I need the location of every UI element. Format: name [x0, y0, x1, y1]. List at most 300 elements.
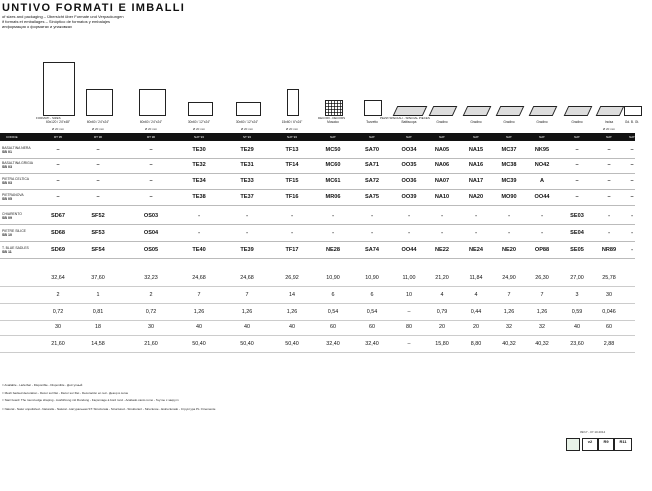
product-code-cell: MO90: [501, 194, 517, 200]
format-shape: [287, 89, 299, 116]
packaging-value: 32,64: [51, 275, 65, 281]
packaging-value: 24,90: [502, 275, 516, 281]
row-label: [2, 246, 29, 254]
table-row: [0, 190, 635, 206]
packaging-value: 1: [96, 292, 100, 298]
product-code-cell: TE39: [240, 247, 254, 253]
column-header-bar: [0, 133, 635, 141]
row-code: SB 09: [2, 216, 12, 220]
packaging-value: 11,84: [469, 275, 483, 281]
format-shape: [364, 100, 382, 116]
format-cell: [313, 44, 353, 124]
product-code-cell: –: [630, 178, 634, 184]
product-code-cell: –: [607, 147, 611, 153]
product-code-cell: –: [630, 162, 634, 168]
packaging-value: 0,046: [602, 309, 616, 315]
packaging-row: [0, 289, 635, 304]
product-code-cell: OS03: [143, 213, 159, 219]
row-name: PIETRANOVA: [2, 193, 24, 197]
column-header: NAT: [629, 135, 635, 139]
product-code-cell: NA20: [468, 194, 484, 200]
product-code-cell: –: [56, 147, 60, 153]
packaging-value: –: [407, 341, 411, 347]
thickness-label: Ø 20 mm: [602, 127, 616, 131]
row-label: [2, 177, 29, 185]
packaging-value: 14: [289, 292, 295, 298]
product-code-cell: -: [441, 230, 443, 236]
group-label-special: PEZZI SPECIALI - SPECIAL PIECES: [380, 116, 430, 120]
column-header: ST 93: [243, 135, 251, 139]
format-cell: [179, 44, 219, 124]
product-code-cell: MC50: [325, 147, 341, 153]
packaging-value: 1,26: [536, 309, 548, 315]
product-code-cell: NA05: [434, 147, 450, 153]
product-code-cell: -: [631, 247, 633, 253]
product-code-cell: NE20: [502, 247, 516, 253]
product-code-cell: -: [508, 213, 510, 219]
packaging-value: 40,32: [502, 341, 516, 347]
row-name: T. BLUE SADLES: [2, 246, 29, 250]
version-label: 09/17 - 07.10.2014: [580, 430, 606, 434]
row-label: [2, 146, 31, 154]
product-code-cell: MC37: [501, 147, 517, 153]
row-name: PIETRA CELTICA: [2, 177, 30, 181]
thickness-label: Ø 20 mm: [144, 127, 158, 131]
page-title: UNTIVO FORMATI E IMBALLI: [2, 2, 186, 14]
packaging-value: 10,90: [365, 275, 379, 281]
packaging-value: 23,60: [570, 341, 584, 347]
row-code: SB 03: [2, 181, 12, 185]
product-code-cell: –: [56, 162, 60, 168]
row-name: PIETRE SILICE: [2, 229, 26, 233]
product-code-cell: TF17: [285, 247, 299, 253]
format-size-label: 60x120 / 24"x48": [45, 120, 71, 124]
format-cell: [227, 44, 267, 124]
packaging-value: 40: [289, 324, 295, 330]
row-label: [2, 161, 33, 169]
eco-logo-icon: [566, 438, 580, 451]
format-illustrations: [0, 44, 640, 124]
product-code-cell: SA71: [365, 162, 379, 168]
product-code-cell: OP88: [534, 247, 550, 253]
product-code-cell: –: [56, 178, 60, 184]
packaging-value: 30: [148, 324, 154, 330]
product-code-cell: –: [575, 194, 579, 200]
table-row: [0, 209, 635, 225]
product-code-cell: SA75: [365, 194, 379, 200]
product-code-cell: –: [96, 162, 100, 168]
product-code-cell: -: [291, 230, 293, 236]
table-row: [0, 143, 635, 159]
packaging-value: 0,81: [92, 309, 104, 315]
packaging-value: 4: [474, 292, 478, 298]
table-row: [0, 243, 635, 259]
product-code-cell: -: [441, 213, 443, 219]
product-code-cell: SE03: [570, 213, 584, 219]
packaging-value: 50,40: [285, 341, 299, 347]
column-header: RT 96: [146, 135, 156, 139]
format-size-label: 30x60 / 12"x24": [187, 120, 211, 124]
packaging-value: 60: [606, 324, 612, 330]
packaging-value: 3: [575, 292, 579, 298]
packaging-value: 20: [439, 324, 445, 330]
packaging-row: [0, 272, 635, 287]
packaging-value: 0,72: [145, 309, 157, 315]
format-cell: [612, 44, 652, 124]
product-code-cell: NA07: [434, 178, 450, 184]
column-header: NAT: [369, 135, 375, 139]
packaging-value: 24,68: [240, 275, 254, 281]
product-code-cell: TE40: [192, 247, 206, 253]
packaging-value: 40,32: [535, 341, 549, 347]
format-size-label: Gradino: [536, 120, 548, 124]
row-label: [2, 212, 22, 220]
packaging-value: 4: [440, 292, 444, 298]
product-code-cell: TE33: [240, 178, 254, 184]
packaging-row: [0, 321, 635, 336]
column-header: NAT: [506, 135, 512, 139]
row-name: BASALTINA GRIGIA: [2, 161, 34, 165]
column-header: NAT 93: [287, 135, 297, 139]
packaging-value: 1,26: [193, 309, 205, 315]
product-code-cell: OO35: [401, 162, 417, 168]
packaging-value: 7: [507, 292, 511, 298]
thickness-label: Ø 20 mm: [91, 127, 105, 131]
packaging-value: 10,90: [326, 275, 340, 281]
product-code-cell: –: [96, 194, 100, 200]
thickness-label: Ø 20 mm: [51, 127, 65, 131]
format-size-label: 60x60 / 24"x24": [139, 120, 163, 124]
format-shape: [529, 106, 558, 116]
packaging-value: 40: [244, 324, 250, 330]
product-code-cell: SF52: [91, 213, 105, 219]
product-code-cell: OO44: [401, 247, 417, 253]
product-code-cell: TF16: [285, 194, 299, 200]
format-size-label: 30x60 / 12"x24": [235, 120, 259, 124]
product-code-cell: -: [332, 230, 334, 236]
packaging-value: 21,20: [435, 275, 449, 281]
format-size-label: Gd. B. Gt.: [624, 120, 640, 124]
product-code-cell: –: [630, 147, 634, 153]
packaging-value: 15,80: [435, 341, 449, 347]
packaging-value: 0,54: [366, 309, 378, 315]
product-code-cell: OO44: [534, 194, 550, 200]
product-code-cell: MC60: [325, 162, 341, 168]
legend-2: = Mesh backed decoration - Décor sul filet - Décor sur filet - Decoración en red - Декор в сетке: [2, 391, 129, 395]
product-code-cell: OO36: [401, 178, 417, 184]
format-shape: [188, 102, 213, 116]
product-code-cell: –: [149, 194, 153, 200]
row-code: SB 11: [2, 250, 12, 254]
product-code-cell: NO42: [534, 162, 550, 168]
format-size-label: Gradino: [436, 120, 448, 124]
format-shape: [236, 102, 261, 116]
product-code-cell: -: [608, 213, 610, 219]
product-code-cell: TE30: [192, 147, 206, 153]
column-header: RT 95: [53, 135, 63, 139]
product-code-cell: TF15: [285, 178, 299, 184]
product-code-cell: -: [198, 213, 200, 219]
packaging-value: 2: [56, 292, 60, 298]
format-cell: [352, 44, 392, 124]
packaging-value: 0,72: [52, 309, 64, 315]
format-size-label: Tozzetto: [366, 120, 378, 124]
product-code-cell: OS05: [143, 247, 159, 253]
packaging-value: 27,00: [570, 275, 584, 281]
product-code-cell: -: [408, 213, 410, 219]
product-code-cell: -: [631, 213, 633, 219]
packaging-value: 7: [540, 292, 544, 298]
row-label: [2, 229, 26, 237]
product-code-cell: -: [291, 213, 293, 219]
packaging-value: 0,54: [327, 309, 339, 315]
subtitle-line-1: of sizes and packaging – Übersicht über Formate und Verpackungen: [2, 14, 124, 19]
format-size-label: Battiscopa: [401, 120, 417, 124]
product-code-cell: SF53: [91, 230, 105, 236]
product-code-cell: TE34: [192, 178, 206, 184]
product-code-cell: –: [149, 147, 153, 153]
packaging-value: 32,23: [144, 275, 158, 281]
product-code-cell: A: [539, 178, 545, 184]
product-code-cell: NK95: [534, 147, 550, 153]
product-code-cell: OO34: [401, 147, 417, 153]
row-code: SB 10: [2, 233, 12, 237]
group-label-formats: FORMATI - SIZES: [36, 116, 61, 120]
row-name: CHIARENTO: [2, 212, 22, 216]
format-size-label: Mosaico: [327, 120, 339, 124]
product-code-cell: –: [607, 194, 611, 200]
column-header: NAT: [330, 135, 336, 139]
packaging-value: 2: [149, 292, 153, 298]
column-header: NAT: [539, 135, 545, 139]
badge-r11: R11: [614, 438, 632, 451]
product-code-cell: SD67: [51, 213, 65, 219]
packaging-value: 14,58: [91, 341, 105, 347]
format-cell: [38, 44, 78, 124]
packaging-value: 11,00: [402, 275, 416, 281]
packaging-value: 24,68: [192, 275, 206, 281]
packaging-value: 21,60: [144, 341, 158, 347]
packaging-value: 7: [245, 292, 249, 298]
packaging-value: 40: [574, 324, 580, 330]
packaging-value: 32,40: [365, 341, 379, 347]
format-shape: [86, 89, 113, 116]
product-code-cell: NA16: [468, 162, 484, 168]
product-code-cell: -: [371, 230, 373, 236]
product-code-cell: SD69: [51, 247, 65, 253]
product-code-cell: –: [575, 162, 579, 168]
format-size-label: Gradino: [503, 120, 515, 124]
packaging-value: 60: [369, 324, 375, 330]
row-label: [2, 193, 24, 201]
product-code-cell: SA72: [365, 178, 379, 184]
format-size-label: Incisa: [604, 120, 614, 124]
product-code-cell: –: [149, 162, 153, 168]
product-code-cell: MC61: [325, 178, 341, 184]
product-code-cell: -: [371, 213, 373, 219]
format-shape: [463, 106, 492, 116]
packaging-row: [0, 338, 635, 353]
product-code-cell: TE31: [240, 162, 254, 168]
product-code-cell: NA10: [434, 194, 450, 200]
product-code-cell: NE28: [326, 247, 340, 253]
packaging-value: –: [407, 309, 411, 315]
packaging-row: [0, 306, 635, 321]
product-code-cell: –: [630, 194, 634, 200]
product-code-cell: SA70: [365, 147, 379, 153]
product-code-cell: -: [508, 230, 510, 236]
product-code-cell: TE29: [240, 147, 254, 153]
product-code-cell: -: [475, 213, 477, 219]
product-code-cell: SF54: [91, 247, 105, 253]
packaging-value: 50,40: [192, 341, 206, 347]
format-size-label: 15x60 / 6"x24": [281, 120, 303, 124]
table-row: [0, 226, 635, 242]
table-row: [0, 158, 635, 174]
product-code-cell: –: [575, 147, 579, 153]
packaging-value: 0,59: [571, 309, 583, 315]
packaging-value: 7: [197, 292, 201, 298]
product-code-cell: TF14: [285, 162, 299, 168]
row-name: BASALTINA NERA: [2, 146, 31, 150]
packaging-value: 20: [473, 324, 479, 330]
thickness-label: Ø 20 mm: [192, 127, 206, 131]
product-code-cell: –: [607, 162, 611, 168]
product-code-cell: NR89: [601, 247, 617, 253]
product-code-cell: –: [96, 178, 100, 184]
column-header: RT 96: [93, 135, 103, 139]
packaging-value: 10: [406, 292, 412, 298]
format-shape: [429, 106, 458, 116]
subtitle-line-2: if formats et emballages – Sinóptico de formatos y embalajes: [2, 19, 111, 25]
packaging-value: 60: [330, 324, 336, 330]
column-header: NAT: [406, 135, 412, 139]
column-header: NAT: [473, 135, 479, 139]
packaging-value: 37,60: [91, 275, 105, 281]
product-code-cell: TE38: [192, 194, 206, 200]
packaging-value: 0,44: [470, 309, 482, 315]
thickness-label: Ø 20 mm: [240, 127, 254, 131]
column-header: NAT 93: [194, 135, 204, 139]
format-shape: [496, 106, 525, 116]
product-code-cell: –: [607, 178, 611, 184]
legend-1: = Available - Lieferbar - Disponible - Disponible - Доступный: [2, 383, 83, 387]
group-label-decors: DECORI - DECORS: [318, 116, 346, 120]
product-code-cell: -: [541, 213, 543, 219]
product-code-cell: -: [408, 230, 410, 236]
product-code-cell: MR06: [325, 194, 341, 200]
product-code-cell: NA06: [434, 162, 450, 168]
product-code-cell: SD68: [51, 230, 65, 236]
format-cell: [131, 44, 171, 124]
product-code-cell: NA17: [468, 178, 484, 184]
product-code-cell: OO39: [401, 194, 417, 200]
packaging-value: 30: [606, 292, 612, 298]
packaging-value: 1,26: [503, 309, 515, 315]
format-shape: [624, 106, 642, 116]
packaging-value: 6: [331, 292, 335, 298]
product-code-cell: NE22: [435, 247, 449, 253]
legend-4: = Natural - Natur unpolished - Naturelle - Natural - Натуральная ST: Structurata - Structured - Strukturiert - Structurée - Estructurado - Структура PL: Finemente: [2, 407, 216, 411]
packaging-value: 40: [196, 324, 202, 330]
product-code-cell: TF13: [285, 147, 299, 153]
format-size-label: Gradino: [470, 120, 482, 124]
packaging-value: 2,88: [603, 341, 615, 347]
product-code-cell: SA74: [365, 247, 379, 253]
format-size-label: Gradino: [571, 120, 583, 124]
format-size-label: 60x60 / 24"x24": [86, 120, 110, 124]
column-header: NAT: [574, 135, 580, 139]
product-code-cell: –: [575, 178, 579, 184]
product-code-cell: TE32: [192, 162, 206, 168]
packaging-value: 50,40: [240, 341, 254, 347]
format-shape: [43, 62, 75, 116]
packaging-value: 1,26: [286, 309, 298, 315]
product-code-cell: –: [149, 178, 153, 184]
row-code: SB 03: [2, 165, 12, 169]
product-code-cell: MC39: [501, 178, 517, 184]
packaging-value: 25,78: [602, 275, 616, 281]
packaging-value: 8,80: [470, 341, 482, 347]
product-code-cell: -: [631, 230, 633, 236]
packaging-value: 0,79: [436, 309, 448, 315]
column-header: NAT: [439, 135, 445, 139]
packaging-value: 80: [406, 324, 412, 330]
packaging-value: 26,92: [285, 275, 299, 281]
packaging-value: 21,60: [51, 341, 65, 347]
product-code-cell: TE37: [240, 194, 254, 200]
badge-r9: R9: [598, 438, 614, 451]
badge-v2: v2: [582, 438, 598, 451]
packaging-value: 1,26: [241, 309, 253, 315]
product-code-cell: –: [96, 147, 100, 153]
product-code-cell: SE05: [570, 247, 584, 253]
product-code-cell: NA15: [468, 147, 484, 153]
format-cell: [522, 44, 562, 124]
table-row: [0, 174, 635, 190]
format-shape: [325, 100, 343, 116]
product-code-cell: -: [246, 230, 248, 236]
product-code-cell: -: [541, 230, 543, 236]
product-code-cell: -: [246, 213, 248, 219]
page-header: [2, 2, 185, 30]
product-code-cell: -: [608, 230, 610, 236]
product-code-cell: -: [332, 213, 334, 219]
packaging-value: 32: [539, 324, 545, 330]
subtitle-line-3: информация о форматах и упаковках: [2, 24, 72, 30]
packaging-value: 26,30: [535, 275, 549, 281]
format-cell: [78, 44, 118, 124]
row-code: SB 01: [2, 150, 12, 154]
product-code-cell: OS04: [143, 230, 159, 236]
product-code-cell: –: [56, 194, 60, 200]
packaging-value: 32,40: [326, 341, 340, 347]
legend-3: = Stair board: The round edge shaping - Ausführung mit Rundung - Façonnage à bord rond - Acabado canto romo - Гнутое с закругл: [2, 398, 179, 402]
product-code-cell: NE24: [469, 247, 483, 253]
product-code-cell: -: [198, 230, 200, 236]
product-code-cell: -: [475, 230, 477, 236]
packaging-value: 6: [370, 292, 374, 298]
product-code-cell: SE04: [570, 230, 584, 236]
thickness-label: Ø 20 mm: [285, 127, 299, 131]
packaging-value: 18: [95, 324, 101, 330]
product-code-cell: MC38: [501, 162, 517, 168]
corner-label: CODICE: [6, 135, 18, 139]
packaging-value: 30: [55, 324, 61, 330]
row-code: SB 05: [2, 197, 12, 201]
packaging-value: 32: [506, 324, 512, 330]
format-cell: [272, 44, 312, 124]
